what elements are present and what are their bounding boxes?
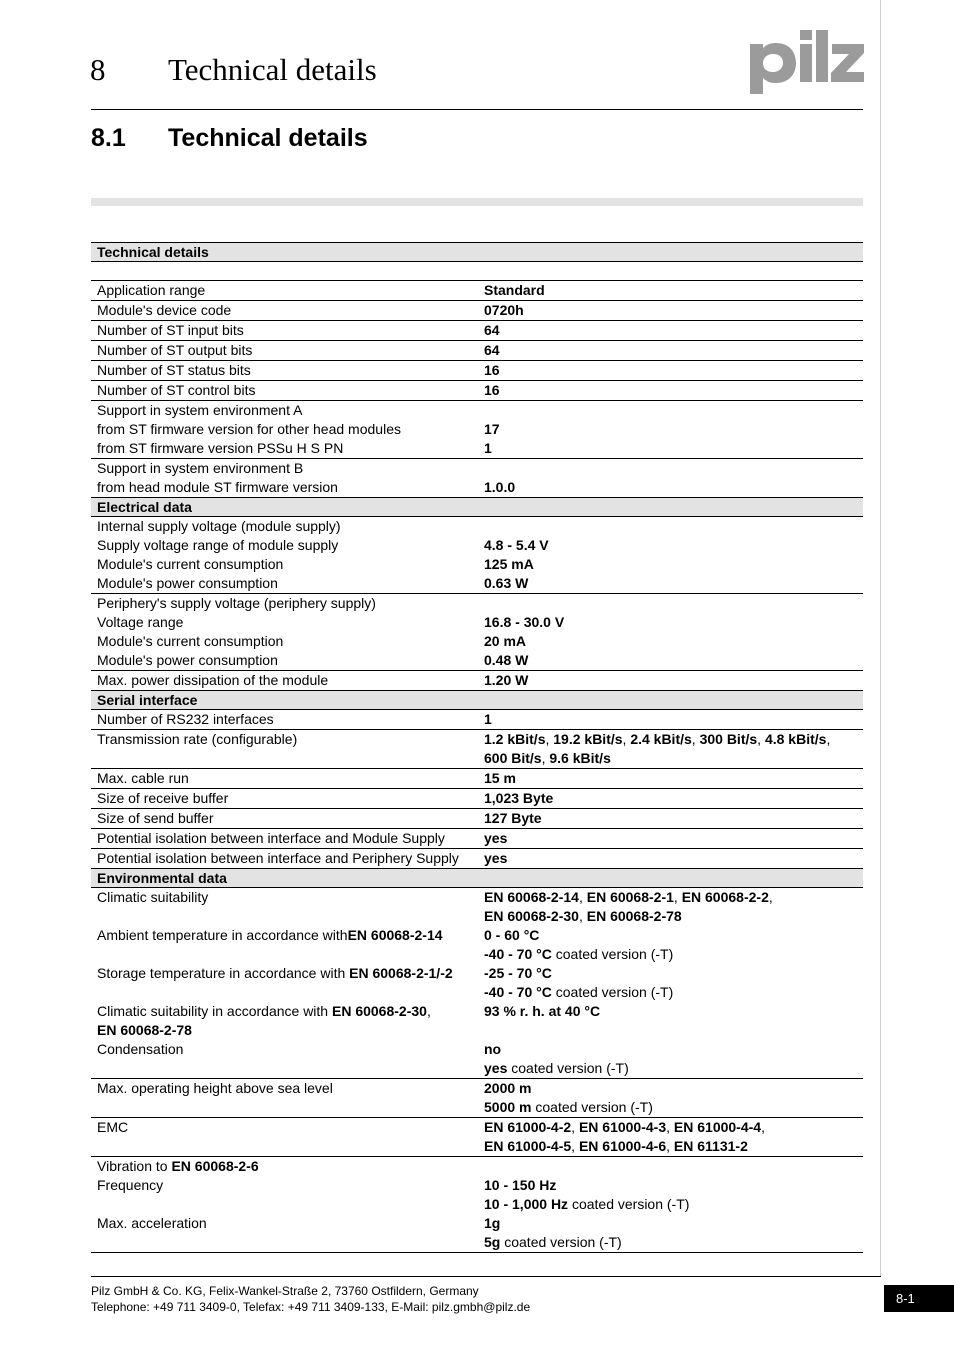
row-label: Module's power consumption bbox=[91, 651, 478, 671]
row-value: 64 bbox=[478, 321, 863, 341]
row-label: Internal supply voltage (module supply) bbox=[97, 518, 341, 534]
row-value: 0.63 W bbox=[478, 574, 863, 594]
table-row bbox=[91, 574, 863, 594]
standard-ref: EN 60068-2-14 bbox=[347, 927, 443, 943]
page-number: 8-1 bbox=[884, 1285, 954, 1312]
value-text: 0 - 60 °C bbox=[484, 927, 540, 943]
coated-note: coated version (-T) bbox=[555, 984, 674, 1000]
table-row bbox=[91, 321, 863, 341]
row-label: Supply voltage range of module supply bbox=[97, 537, 339, 553]
row-label: Module's power consumption bbox=[91, 574, 478, 594]
value-text: 2000 m bbox=[484, 1080, 532, 1096]
row-value: 0.48 W bbox=[478, 651, 863, 671]
coated-note: coated version (-T) bbox=[511, 1060, 629, 1076]
table-header-row bbox=[91, 243, 863, 262]
row-value: 1 bbox=[478, 439, 863, 459]
row-label: Frequency bbox=[97, 1177, 164, 1193]
chapter-heading bbox=[90, 52, 377, 88]
standard-ref: EN 61000-4-3 bbox=[578, 1119, 667, 1135]
row-label: Periphery's supply voltage (periphery supply) bbox=[97, 595, 376, 611]
table-row bbox=[91, 769, 863, 789]
row-label: Support in system environment A bbox=[97, 402, 303, 418]
table-row bbox=[91, 730, 863, 769]
spacer-row bbox=[91, 262, 863, 281]
rate-value: 19.2 kBit/s bbox=[553, 731, 623, 747]
section-number: 8.1 bbox=[91, 124, 126, 152]
rate-value: 1.2 kBit/s bbox=[484, 731, 546, 747]
table-row bbox=[91, 439, 863, 459]
chapter-title: Technical details bbox=[168, 52, 377, 87]
group-title: Electrical data bbox=[91, 498, 863, 517]
table-row bbox=[91, 849, 863, 869]
value-text: 10 - 150 Hz bbox=[484, 1177, 557, 1193]
coated-note: coated version (-T) bbox=[535, 1099, 653, 1115]
pilz-logo bbox=[748, 28, 866, 94]
table-row bbox=[91, 401, 863, 421]
standard-ref: EN 61000-4-2 bbox=[484, 1119, 572, 1135]
rate-value: 9.6 kBit/s bbox=[549, 750, 611, 766]
standard-ref: EN 60068-2-14 bbox=[484, 889, 579, 905]
table-row bbox=[91, 1040, 863, 1079]
row-value: 20 mA bbox=[484, 633, 527, 649]
row-value: 16 bbox=[478, 361, 863, 381]
row-value: 0720h bbox=[478, 301, 863, 321]
standard-ref: EN 61000-4-6 bbox=[578, 1138, 667, 1154]
standard-ref: EN 61000-4-4 bbox=[673, 1119, 762, 1135]
row-label: Max. acceleration bbox=[91, 1214, 478, 1253]
row-value: 1.0.0 bbox=[484, 479, 516, 495]
row-value bbox=[478, 964, 863, 1002]
coated-value: 5000 m bbox=[484, 1099, 532, 1115]
row-label: Number of ST control bits bbox=[91, 381, 478, 401]
table-row bbox=[91, 789, 863, 809]
section-heading bbox=[91, 124, 368, 153]
standard-ref: EN 60068-2-78 bbox=[586, 908, 682, 924]
table-row bbox=[91, 809, 863, 829]
label-text: Climatic suitability in accordance with bbox=[97, 1003, 329, 1019]
footer-rule bbox=[91, 1276, 881, 1277]
table-row bbox=[91, 517, 863, 537]
row-label: Max. operating height above sea level bbox=[91, 1079, 478, 1118]
coated-value: yes bbox=[484, 1060, 508, 1076]
row-value bbox=[478, 1079, 863, 1118]
row-label: Max. cable run bbox=[91, 769, 478, 789]
table-row bbox=[91, 478, 863, 498]
row-label: Potential isolation between interface and Module Supply bbox=[91, 829, 478, 849]
table-row bbox=[91, 281, 863, 301]
row-label: from ST firmware version PSSu H S PN bbox=[91, 439, 478, 459]
table-title: Technical details bbox=[91, 243, 863, 262]
row-label bbox=[91, 1157, 478, 1177]
row-value: yes bbox=[484, 850, 508, 866]
rate-value: 300 Bit/s bbox=[699, 731, 758, 747]
standard-ref: EN 61000-4-5 bbox=[484, 1138, 572, 1154]
table-row bbox=[91, 1176, 863, 1214]
coated-value: 5g bbox=[484, 1234, 501, 1250]
row-label: from head module ST firmware version bbox=[97, 479, 338, 495]
row-label: Voltage range bbox=[97, 614, 184, 630]
row-label: Module's current consumption bbox=[97, 556, 284, 572]
standard-ref: EN 60068-2-78 bbox=[97, 1022, 192, 1038]
table-row bbox=[91, 1214, 863, 1253]
row-label: Max. power dissipation of the module bbox=[97, 672, 329, 688]
row-value: EN 61000-4-2, EN 61000-4-3, EN 61000-4-4, EN 61000-4-5, EN 61000-4-6, EN 61131-2 bbox=[478, 1118, 863, 1157]
row-value: 17 bbox=[484, 421, 500, 437]
standard-ref: EN 60068-2-1 bbox=[586, 889, 674, 905]
table-row bbox=[91, 613, 863, 632]
row-label: Support in system environment B bbox=[97, 460, 304, 476]
coated-value: 10 - 1,000 Hz bbox=[484, 1196, 569, 1212]
row-value: EN 60068-2-14, EN 60068-2-1, EN 60068-2-2, EN 60068-2-30, EN 60068-2-78 bbox=[484, 889, 773, 924]
value-text: 1g bbox=[484, 1215, 501, 1231]
row-label: EMC bbox=[91, 1118, 478, 1157]
row-label: Number of RS232 interfaces bbox=[91, 710, 478, 730]
table-row bbox=[91, 888, 863, 927]
row-label: Module's current consumption bbox=[97, 633, 284, 649]
standard-ref: EN 60068-2-1/-2 bbox=[349, 965, 453, 981]
row-label: Transmission rate (configurable) bbox=[91, 730, 478, 769]
footer-contact: Telephone: +49 711 3409-0, Telefax: +49 711 3409-133, E-Mail: pilz.gmbh@pilz.de bbox=[91, 1300, 531, 1314]
row-value bbox=[478, 1176, 863, 1214]
serial-header-row bbox=[91, 691, 863, 710]
row-value: 15 m bbox=[478, 769, 863, 789]
table-row bbox=[91, 594, 863, 614]
standard-ref: EN 60068-2-30 bbox=[331, 1003, 427, 1019]
row-label: Number of ST input bits bbox=[91, 321, 478, 341]
table-row bbox=[91, 361, 863, 381]
table-row bbox=[91, 1118, 863, 1157]
row-value: 127 Byte bbox=[478, 809, 863, 829]
footer bbox=[91, 1283, 530, 1315]
row-label: Climatic suitability bbox=[97, 889, 209, 905]
row-label bbox=[91, 964, 478, 1002]
value-text: -25 - 70 °C bbox=[484, 965, 552, 981]
coated-value: -40 - 70 °C bbox=[484, 946, 552, 962]
row-label bbox=[91, 926, 478, 964]
section-divider-bar bbox=[91, 198, 863, 206]
coated-note: coated version (-T) bbox=[555, 946, 674, 962]
row-label: Number of ST output bits bbox=[91, 341, 478, 361]
row-value: 64 bbox=[478, 341, 863, 361]
header-rule bbox=[91, 109, 863, 110]
row-value: Standard bbox=[478, 281, 863, 301]
table-row bbox=[91, 381, 863, 401]
table-row bbox=[91, 651, 863, 671]
chapter-number: 8 bbox=[90, 52, 106, 87]
right-margin-rule bbox=[880, 0, 881, 1276]
environmental-header-row bbox=[91, 869, 863, 888]
row-value: 125 mA bbox=[484, 556, 534, 572]
table-row bbox=[91, 710, 863, 730]
row-value: 1 bbox=[478, 710, 863, 730]
row-label: Application range bbox=[91, 281, 478, 301]
row-value: yes bbox=[478, 829, 863, 849]
label-text: Storage temperature in accordance with bbox=[97, 965, 346, 981]
row-label: Module's device code bbox=[91, 301, 478, 321]
coated-value: -40 - 70 °C bbox=[484, 984, 552, 1000]
row-label: Number of ST status bits bbox=[91, 361, 478, 381]
rate-value: 4.8 kBit/s bbox=[764, 731, 827, 747]
technical-details-table bbox=[91, 242, 863, 1253]
row-label: Potential isolation between interface and Periphery Supply bbox=[97, 850, 459, 866]
row-label: Climatic suitability in accordance with EN 60068-2-30, EN 60068-2-78 bbox=[97, 1003, 431, 1038]
row-label: Size of send buffer bbox=[91, 809, 478, 829]
row-label: Condensation bbox=[91, 1040, 478, 1079]
row-value: 1.2 kBit/s, 19.2 kBit/s, 2.4 kBit/s, 300 Bit/s, 4.8 kBit/s, 600 Bit/s, 9.6 kBit/s bbox=[478, 730, 863, 769]
label-text: Ambient temperature in accordance with bbox=[97, 927, 348, 943]
footer-address: Pilz GmbH & Co. KG, Felix-Wankel-Straße 2, 73760 Ostfildern, Germany bbox=[91, 1284, 479, 1298]
label-text: Vibration to bbox=[97, 1158, 168, 1174]
coated-note: coated version (-T) bbox=[504, 1234, 622, 1250]
row-value: 4.8 - 5.4 V bbox=[484, 537, 549, 553]
table-row bbox=[91, 420, 863, 439]
row-label: from ST firmware version for other head modules bbox=[97, 421, 401, 437]
table-row bbox=[91, 829, 863, 849]
rate-value: 2.4 kBit/s bbox=[630, 731, 692, 747]
row-value: 93 % r. h. at 40 °C bbox=[484, 1003, 601, 1019]
group-title: Environmental data bbox=[91, 869, 863, 888]
table-row bbox=[91, 341, 863, 361]
table-row bbox=[91, 964, 863, 1002]
row-value bbox=[478, 926, 863, 964]
table-row bbox=[91, 536, 863, 555]
electrical-header-row bbox=[91, 498, 863, 517]
pilz-logo-mark bbox=[750, 30, 864, 94]
row-value: 16 bbox=[478, 381, 863, 401]
table-row bbox=[91, 926, 863, 964]
standard-ref: EN 60068-2-2 bbox=[681, 889, 769, 905]
table-row bbox=[91, 1157, 863, 1177]
table-row bbox=[91, 632, 863, 651]
table-row bbox=[91, 459, 863, 479]
row-value bbox=[478, 1040, 863, 1079]
value-text: no bbox=[484, 1041, 502, 1057]
section-title: Technical details bbox=[168, 124, 368, 152]
row-label: Size of receive buffer bbox=[91, 789, 478, 809]
standard-ref: EN 61131-2 bbox=[673, 1138, 748, 1154]
rate-value: 600 Bit/s bbox=[484, 750, 542, 766]
table-row bbox=[91, 1002, 863, 1040]
table-row bbox=[91, 671, 863, 691]
standard-ref: EN 60068-2-30 bbox=[484, 908, 579, 924]
row-value bbox=[478, 1214, 863, 1253]
coated-note: coated version (-T) bbox=[571, 1196, 690, 1212]
row-value: 1,023 Byte bbox=[478, 789, 863, 809]
row-value: 16.8 - 30.0 V bbox=[484, 614, 565, 630]
row-value: 1.20 W bbox=[484, 672, 529, 688]
standard-ref: EN 60068-2-6 bbox=[171, 1158, 259, 1174]
group-title: Serial interface bbox=[91, 691, 863, 710]
table-row bbox=[91, 555, 863, 574]
table-row bbox=[91, 1079, 863, 1118]
table-row bbox=[91, 301, 863, 321]
